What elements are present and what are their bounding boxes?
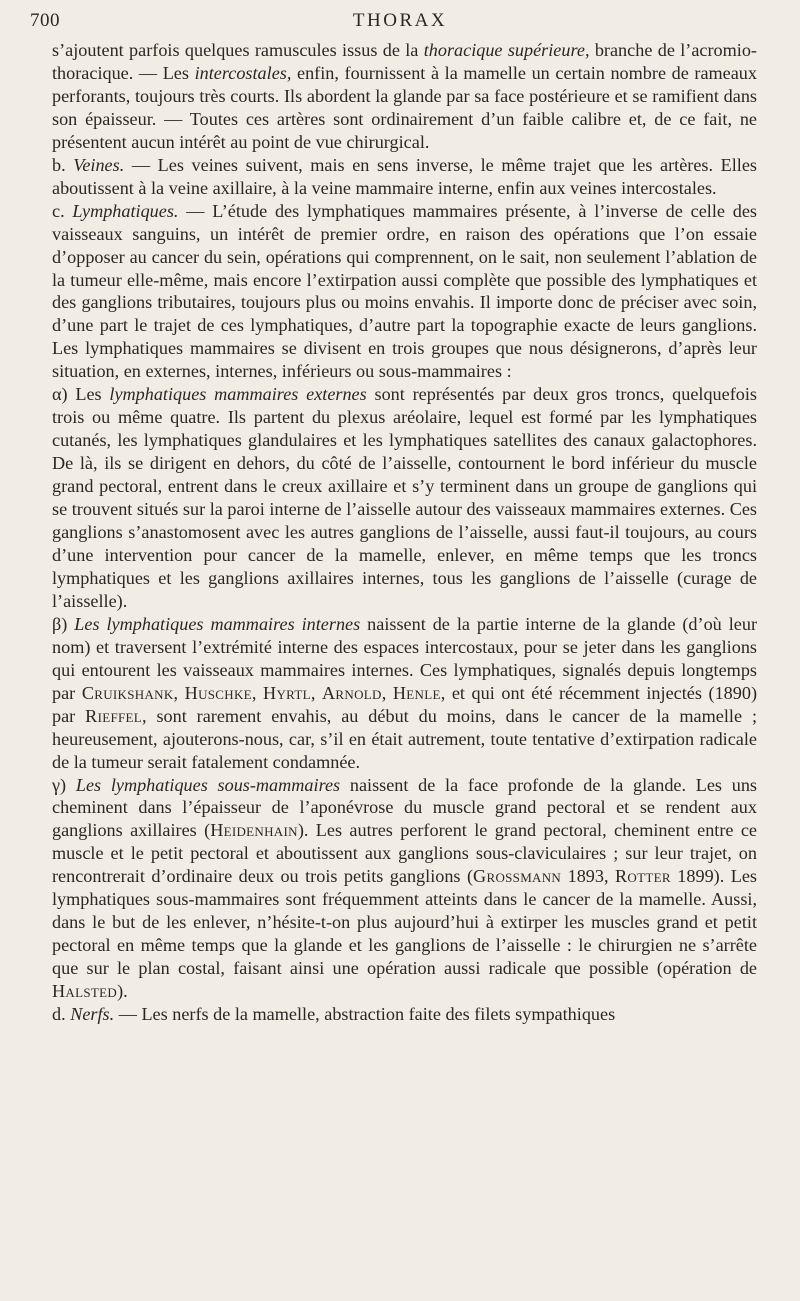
author-name: Hyrtl	[263, 682, 311, 703]
text-run: α) Les	[52, 384, 110, 405]
text-run: — Les nerfs de la mamelle, abstraction faite des filets sympathiques	[114, 1004, 616, 1025]
running-title: THORAX	[352, 10, 448, 31]
text-run: ,	[173, 682, 185, 703]
text-run: ,	[251, 682, 264, 703]
italic-text: intercostales,	[194, 62, 292, 83]
author-name: Heidenhain	[210, 820, 298, 841]
text-run: β)	[52, 613, 75, 634]
text-run: — Les veines suivent, mais en sens inverse, le même trajet que les artères. Elles aboutissent à la veine axillaire, à la veine mammaire interne, enfin aux veines intercostales.	[52, 154, 757, 198]
italic-text: Veines.	[73, 154, 125, 175]
page-header	[30, 10, 770, 38]
author-name: Cruikshank	[81, 682, 174, 703]
page-number: 700	[30, 10, 60, 31]
paragraph	[52, 383, 757, 613]
paragraph	[52, 200, 757, 384]
text-run: , et qui ont été récemment injectés (1890) par	[52, 682, 757, 726]
text-run: s’ajoutent parfois quelques ramuscules issus de la	[52, 40, 424, 60]
text-run: 1893,	[561, 866, 615, 887]
paragraph	[52, 1003, 757, 1026]
text-run: sont représentés par deux gros troncs, quelquefois trois ou même quatre. Ils partent du plexus aréolaire, lequel est formé par les lymphatiques cutanés, les lymphatiques glandulaires et les lymphatiques satellites des canaux galactophores. De là, ils se dirigent en dehors, du côté de l’aisselle, contournent le bord inférieur du muscle grand pectoral, entrent dans le creux axillaire et s’y terminent dans un groupe de ganglions qui se trouvent situés sur la paroi interne de l’aisselle autour des vaisseaux mammaires externes. Ces ganglions s’anastomosent avec les autres ganglions de l’aisselle, aussi faut-il toujours, au cours d’une intervention pour cancer de la mamelle, enlever, en même temps que les troncs lymphatiques et les ganglions axillaires internes, tous les ganglions de l’aisselle (curage de l’aisselle).	[52, 384, 757, 611]
author-name: Huschke	[184, 682, 252, 703]
author-name: Grossmann	[473, 866, 562, 887]
text-run: ,	[381, 682, 393, 703]
text-run: enfin, fournissent à la mamelle un certain nombre de rameaux perforants, toujours très courts. Ils abordent la glande par sa face postérieure et se ramifient dans son épaisseur. — Toutes ces artères sont ordinairement d’un faible calibre et, de ce fait, ne présentent aucun intérêt au point de vue chirurgical.	[52, 62, 757, 152]
body-text	[52, 39, 757, 1026]
text-run: — L’étude des lymphatiques mammaires présente, à l’inverse de celle des vaisseaux sanguins, un intérêt de premier ordre, en raison des opérations que l’on essaie d’opposer au cancer du sein, opérations qui comprennent, on le sait, non seulement l’ablation de la tumeur elle-même, mais encore l’extirpation aussi complète que possible des lymphatiques et des ganglions tributaires, toujours plus ou moins envahis. Il importe donc de préciser avec soin, d’une part le trajet de ces lymphatiques, d’autre part la topographie exacte de leurs ganglions. Les lymphatiques mammaires se divisent en trois groupes que nous désignerons, d’après leur situation, en externes, internes, inférieurs ou sous-mammaires :	[52, 200, 757, 382]
italic-text: Lymphatiques.	[72, 200, 179, 221]
text-run: branche de l’acromio-thoracique. — Les	[52, 40, 757, 83]
author-name: Rieffel	[85, 705, 142, 726]
paragraph	[52, 154, 757, 200]
text-run: c.	[52, 200, 73, 221]
italic-text: Nerfs.	[70, 1004, 115, 1025]
text-run: ,	[310, 682, 322, 703]
text-run: 1899). Les lymphatiques sous-mammaires sont fréquemment atteints dans le cancer de la mamelle. Aussi, dans le but de les enlever, n’hésite-t-on plus aujourd’hui à extirper les muscles grand et petit pectoral en même temps que la glande et les ganglions de l’aisselle : le chirurgien ne s’arrête que sur le plan costal, faisant ainsi une opération aussi radicale que possible (opération de	[52, 866, 757, 979]
paragraph	[52, 774, 757, 1004]
italic-text: lymphatiques mammaires externes	[109, 384, 367, 405]
text-run: ).	[117, 981, 128, 1002]
paragraph	[52, 613, 757, 774]
text-run: , sont rarement envahis, au début du moins, dans le cancer de la mamelle ; heureusement, ajouterons-nous, car, s’il en était autrement, toute tentative d’extirpation radicale de la tumeur serait fatalement condamnée.	[52, 705, 757, 772]
text-run: γ)	[52, 774, 76, 795]
text-run: ). Les autres perforent le grand pectoral, cheminent entre ce muscle et le petit pectoral et aboutissent aux ganglions sous-claviculaires ; sur leur trajet, on rencontrerait d’ordinaire deux ou trois petits ganglions (	[52, 820, 757, 887]
text-run: naissent de la face profonde de la glande. Les uns cheminent dans l’épaisseur de l’aponévrose du muscle grand pectoral et se rendent aux ganglions axillaires (	[52, 774, 757, 841]
text-run: d.	[52, 1004, 71, 1025]
italic-text: thoracique supérieure,	[423, 40, 590, 60]
paragraph	[52, 39, 757, 154]
text-run: b.	[52, 154, 74, 175]
italic-text: Les lymphatiques sous-mammaires	[75, 774, 341, 795]
italic-text: Les lymphatiques mammaires internes	[74, 613, 361, 634]
author-name: Rotter	[614, 866, 671, 887]
author-name: Halsted	[52, 981, 118, 1002]
author-name: Henle	[392, 682, 441, 703]
text-run: naissent de la partie interne de la glande (d’où leur nom) et traversent l’extrémité interne des espaces intercostaux, pour se jeter dans les ganglions qui entourent les vaisseaux mammaires internes. Ces lymphatiques, signalés depuis longtemps par	[52, 613, 758, 703]
author-name: Arnold	[321, 682, 382, 703]
